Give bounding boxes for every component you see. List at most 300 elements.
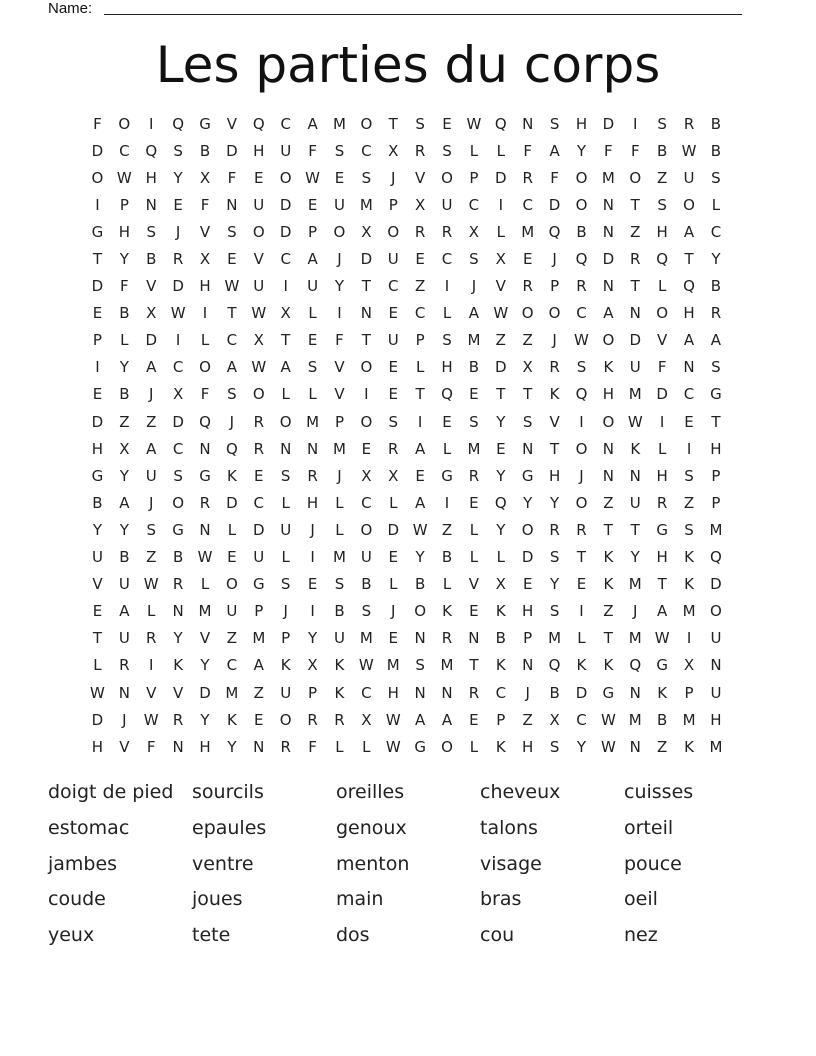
grid-letter[interactable]: F bbox=[630, 141, 640, 160]
grid-letter[interactable]: T bbox=[496, 385, 506, 404]
grid-letter[interactable]: R bbox=[522, 277, 533, 296]
grid-letter[interactable]: T bbox=[227, 304, 237, 323]
grid-letter[interactable]: I bbox=[444, 493, 450, 512]
grid-letter[interactable]: E bbox=[92, 304, 103, 323]
grid-letter[interactable]: L bbox=[415, 358, 425, 377]
grid-letter[interactable]: R bbox=[253, 412, 264, 431]
grid-letter[interactable]: R bbox=[576, 520, 587, 539]
grid-letter[interactable]: N bbox=[414, 683, 426, 702]
grid-letter[interactable]: H bbox=[575, 114, 588, 133]
grid-letter[interactable]: A bbox=[549, 141, 560, 160]
grid-letter[interactable]: L bbox=[335, 520, 344, 539]
grid-letter[interactable]: D bbox=[91, 141, 104, 160]
grid-letter[interactable]: R bbox=[146, 629, 157, 648]
grid-letter[interactable]: P bbox=[92, 331, 102, 350]
grid-letter[interactable]: X bbox=[388, 466, 399, 485]
grid-letter[interactable]: D bbox=[91, 412, 104, 431]
grid-letter[interactable]: H bbox=[602, 385, 614, 404]
grid-letter[interactable]: Y bbox=[415, 548, 425, 567]
grid-letter[interactable]: B bbox=[414, 575, 426, 594]
grid-letter[interactable]: Q bbox=[575, 250, 588, 269]
grid-letter[interactable]: E bbox=[388, 358, 398, 377]
grid-letter[interactable]: F bbox=[200, 385, 210, 404]
grid-letter[interactable]: F bbox=[146, 737, 156, 756]
grid-letter[interactable]: I bbox=[310, 548, 315, 567]
grid-letter[interactable]: W bbox=[143, 710, 159, 729]
grid-letter[interactable]: X bbox=[549, 710, 560, 729]
grid-letter[interactable]: D bbox=[629, 331, 642, 350]
grid-letter[interactable]: Y bbox=[496, 520, 506, 539]
grid-letter[interactable]: U bbox=[118, 629, 130, 648]
grid-letter[interactable]: L bbox=[335, 493, 344, 512]
grid-letter[interactable]: D bbox=[602, 114, 615, 133]
grid-letter[interactable]: W bbox=[600, 710, 616, 729]
grid-letter[interactable]: T bbox=[415, 385, 425, 404]
grid-letter[interactable]: U bbox=[629, 493, 641, 512]
grid-letter[interactable]: D bbox=[145, 331, 157, 350]
grid-letter[interactable]: R bbox=[441, 222, 453, 241]
grid-letter[interactable]: O bbox=[548, 304, 561, 323]
grid-letter[interactable]: P bbox=[711, 466, 721, 485]
grid-letter[interactable]: L bbox=[496, 548, 505, 567]
grid-letter[interactable]: I bbox=[364, 385, 369, 404]
grid-letter[interactable]: A bbox=[146, 358, 157, 377]
grid-letter[interactable]: K bbox=[603, 575, 614, 594]
grid-letter[interactable]: D bbox=[91, 277, 104, 296]
grid-letter[interactable]: W bbox=[654, 629, 670, 648]
grid-letter[interactable]: E bbox=[254, 710, 264, 729]
grid-letter[interactable]: K bbox=[334, 683, 345, 702]
grid-letter[interactable]: H bbox=[656, 222, 668, 241]
grid-letter[interactable]: I bbox=[686, 629, 692, 648]
grid-letter[interactable]: X bbox=[468, 222, 480, 241]
grid-letter[interactable]: Z bbox=[522, 331, 533, 350]
grid-letter[interactable]: J bbox=[229, 412, 235, 431]
grid-letter[interactable]: Z bbox=[495, 331, 506, 350]
grid-letter[interactable]: H bbox=[199, 277, 211, 296]
grid-letter[interactable]: G bbox=[172, 520, 184, 539]
grid-letter[interactable]: U bbox=[307, 277, 319, 296]
grid-letter[interactable]: T bbox=[550, 439, 560, 458]
grid-letter[interactable]: U bbox=[280, 683, 292, 702]
grid-letter[interactable]: S bbox=[334, 141, 345, 160]
grid-letter[interactable]: A bbox=[307, 250, 318, 269]
name-underline[interactable] bbox=[104, 14, 742, 15]
grid-letter[interactable]: V bbox=[199, 222, 211, 241]
grid-letter[interactable]: P bbox=[308, 222, 318, 241]
grid-letter[interactable]: K bbox=[603, 656, 614, 675]
grid-letter[interactable]: F bbox=[308, 141, 317, 160]
grid-letter[interactable]: L bbox=[577, 629, 586, 648]
grid-letter[interactable]: B bbox=[441, 548, 453, 567]
grid-letter[interactable]: J bbox=[175, 222, 181, 241]
grid-letter[interactable]: X bbox=[119, 439, 130, 458]
grid-letter[interactable]: J bbox=[391, 602, 396, 621]
grid-letter[interactable]: P bbox=[334, 412, 344, 431]
grid-letter[interactable]: J bbox=[149, 385, 154, 404]
grid-letter[interactable]: Y bbox=[92, 520, 103, 539]
grid-letter[interactable]: K bbox=[576, 656, 587, 675]
grid-letter[interactable]: L bbox=[281, 493, 290, 512]
grid-letter[interactable]: L bbox=[147, 602, 156, 621]
grid-letter[interactable]: S bbox=[361, 602, 372, 621]
grid-letter[interactable]: H bbox=[441, 358, 453, 377]
grid-letter[interactable]: Q bbox=[252, 114, 265, 133]
grid-letter[interactable]: R bbox=[549, 358, 560, 377]
grid-letter[interactable]: S bbox=[280, 466, 291, 485]
grid-letter[interactable]: A bbox=[307, 114, 318, 133]
grid-letter[interactable]: O bbox=[441, 168, 453, 187]
grid-letter[interactable]: N bbox=[602, 439, 614, 458]
grid-letter[interactable]: D bbox=[172, 277, 184, 296]
grid-letter[interactable]: C bbox=[361, 683, 372, 702]
grid-letter[interactable]: L bbox=[442, 304, 452, 323]
grid-letter[interactable]: J bbox=[337, 250, 342, 269]
grid-letter[interactable]: W bbox=[627, 412, 643, 431]
grid-letter[interactable]: S bbox=[334, 575, 345, 594]
grid-letter[interactable]: S bbox=[361, 168, 372, 187]
grid-letter[interactable]: N bbox=[602, 277, 614, 296]
grid-letter[interactable]: A bbox=[603, 304, 614, 323]
grid-letter[interactable]: I bbox=[633, 114, 638, 133]
grid-letter[interactable]: E bbox=[361, 439, 372, 458]
grid-letter[interactable]: I bbox=[579, 412, 584, 431]
grid-letter[interactable]: D bbox=[495, 358, 507, 377]
grid-letter[interactable]: V bbox=[334, 358, 345, 377]
grid-letter[interactable]: J bbox=[471, 277, 477, 296]
grid-letter[interactable]: D bbox=[656, 385, 668, 404]
grid-letter[interactable]: G bbox=[414, 737, 426, 756]
grid-letter[interactable]: C bbox=[226, 331, 238, 350]
grid-letter[interactable]: J bbox=[337, 466, 342, 485]
grid-letter[interactable]: I bbox=[579, 602, 584, 621]
grid-letter[interactable]: E bbox=[522, 250, 533, 269]
grid-letter[interactable]: I bbox=[659, 412, 665, 431]
grid-letter[interactable]: M bbox=[709, 520, 723, 539]
grid-letter[interactable]: Y bbox=[200, 656, 210, 675]
grid-letter[interactable]: W bbox=[574, 331, 589, 350]
grid-letter[interactable]: Y bbox=[711, 250, 721, 269]
grid-letter[interactable]: V bbox=[468, 575, 480, 594]
grid-letter[interactable]: N bbox=[118, 683, 130, 702]
grid-letter[interactable]: N bbox=[522, 114, 534, 133]
grid-letter[interactable]: X bbox=[414, 195, 426, 214]
grid-letter[interactable]: B bbox=[657, 141, 668, 160]
grid-letter[interactable]: O bbox=[683, 195, 695, 214]
grid-letter[interactable]: Z bbox=[146, 412, 157, 431]
grid-letter[interactable]: O bbox=[602, 412, 615, 431]
grid-letter[interactable]: O bbox=[360, 358, 373, 377]
grid-letter[interactable]: V bbox=[415, 168, 426, 187]
grid-letter[interactable]: B bbox=[576, 222, 587, 241]
grid-letter[interactable]: U bbox=[145, 466, 157, 485]
grid-letter[interactable]: K bbox=[173, 656, 184, 675]
grid-letter[interactable]: F bbox=[657, 358, 667, 377]
grid-letter[interactable]: P bbox=[254, 602, 264, 621]
grid-letter[interactable]: E bbox=[442, 412, 452, 431]
grid-letter[interactable]: X bbox=[522, 358, 533, 377]
grid-letter[interactable]: D bbox=[710, 575, 722, 594]
grid-letter[interactable]: E bbox=[254, 466, 264, 485]
grid-letter[interactable]: G bbox=[656, 656, 668, 675]
grid-letter[interactable]: P bbox=[496, 710, 506, 729]
grid-letter[interactable]: L bbox=[281, 385, 290, 404]
grid-letter[interactable]: O bbox=[252, 385, 265, 404]
grid-letter[interactable]: E bbox=[334, 168, 345, 187]
grid-letter[interactable]: Y bbox=[227, 737, 237, 756]
grid-letter[interactable]: T bbox=[388, 114, 398, 133]
grid-letter[interactable]: E bbox=[576, 575, 587, 594]
grid-letter[interactable]: C bbox=[710, 222, 722, 241]
grid-letter[interactable]: C bbox=[683, 385, 695, 404]
grid-letter[interactable]: R bbox=[630, 250, 641, 269]
grid-letter[interactable]: U bbox=[333, 629, 345, 648]
grid-letter[interactable]: O bbox=[360, 520, 373, 539]
grid-letter[interactable]: L bbox=[657, 439, 667, 458]
grid-letter[interactable]: M bbox=[521, 222, 535, 241]
grid-letter[interactable]: X bbox=[199, 168, 211, 187]
grid-letter[interactable]: T bbox=[657, 575, 667, 594]
grid-letter[interactable]: K bbox=[495, 656, 506, 675]
grid-letter[interactable]: K bbox=[334, 656, 345, 675]
grid-letter[interactable]: O bbox=[279, 710, 292, 729]
grid-letter[interactable]: S bbox=[549, 737, 560, 756]
grid-letter[interactable]: B bbox=[549, 683, 560, 702]
grid-letter[interactable]: D bbox=[521, 548, 534, 567]
grid-letter[interactable]: U bbox=[360, 548, 372, 567]
grid-letter[interactable]: K bbox=[603, 548, 614, 567]
grid-letter[interactable]: R bbox=[710, 304, 722, 323]
grid-letter[interactable]: E bbox=[307, 575, 318, 594]
grid-letter[interactable]: P bbox=[469, 168, 479, 187]
grid-letter[interactable]: O bbox=[279, 168, 292, 187]
grid-letter[interactable]: W bbox=[90, 683, 105, 702]
grid-letter[interactable]: T bbox=[630, 520, 640, 539]
grid-letter[interactable]: M bbox=[601, 168, 615, 187]
grid-letter[interactable]: J bbox=[633, 602, 638, 621]
grid-letter[interactable]: E bbox=[415, 250, 425, 269]
grid-letter[interactable]: L bbox=[281, 548, 290, 567]
grid-letter[interactable]: O bbox=[629, 168, 642, 187]
grid-letter[interactable]: P bbox=[281, 629, 291, 648]
grid-letter[interactable]: H bbox=[306, 493, 319, 512]
grid-letter[interactable]: X bbox=[361, 222, 372, 241]
grid-letter[interactable]: L bbox=[227, 520, 237, 539]
grid-letter[interactable]: Q bbox=[494, 493, 507, 512]
grid-letter[interactable]: Z bbox=[657, 168, 668, 187]
grid-letter[interactable]: R bbox=[334, 710, 345, 729]
grid-letter[interactable]: E bbox=[227, 250, 237, 269]
grid-letter[interactable]: N bbox=[441, 683, 453, 702]
grid-letter[interactable]: W bbox=[681, 141, 697, 160]
grid-letter[interactable]: E bbox=[469, 602, 479, 621]
grid-letter[interactable]: V bbox=[172, 683, 184, 702]
grid-letter[interactable]: X bbox=[495, 250, 506, 269]
grid-letter[interactable]: T bbox=[576, 548, 587, 567]
grid-letter[interactable]: E bbox=[92, 385, 103, 404]
grid-letter[interactable]: O bbox=[172, 493, 185, 512]
grid-letter[interactable]: R bbox=[172, 250, 184, 269]
grid-letter[interactable]: H bbox=[199, 737, 211, 756]
grid-letter[interactable]: A bbox=[253, 656, 264, 675]
grid-letter[interactable]: E bbox=[307, 331, 318, 350]
grid-letter[interactable]: D bbox=[199, 683, 211, 702]
grid-letter[interactable]: U bbox=[226, 602, 238, 621]
grid-letter[interactable]: E bbox=[388, 629, 398, 648]
grid-letter[interactable]: O bbox=[575, 493, 588, 512]
grid-letter[interactable]: Q bbox=[225, 439, 238, 458]
grid-letter[interactable]: G bbox=[602, 683, 615, 702]
grid-letter[interactable]: U bbox=[280, 141, 292, 160]
grid-letter[interactable]: Z bbox=[657, 737, 668, 756]
grid-letter[interactable]: O bbox=[360, 412, 373, 431]
grid-letter[interactable]: Y bbox=[576, 737, 587, 756]
grid-letter[interactable]: M bbox=[359, 629, 373, 648]
grid-letter[interactable]: X bbox=[361, 710, 372, 729]
grid-letter[interactable]: E bbox=[469, 493, 479, 512]
grid-letter[interactable]: Y bbox=[630, 548, 640, 567]
grid-letter[interactable]: O bbox=[252, 222, 265, 241]
grid-letter[interactable]: W bbox=[305, 168, 320, 187]
grid-letter[interactable]: P bbox=[523, 629, 533, 648]
grid-letter[interactable]: Q bbox=[199, 412, 211, 431]
grid-letter[interactable]: X bbox=[172, 385, 184, 404]
grid-letter[interactable]: V bbox=[334, 385, 345, 404]
grid-letter[interactable]: C bbox=[388, 277, 399, 296]
grid-letter[interactable]: J bbox=[552, 331, 557, 350]
grid-letter[interactable]: D bbox=[279, 222, 292, 241]
grid-letter[interactable]: W bbox=[493, 304, 509, 323]
grid-letter[interactable]: X bbox=[280, 304, 291, 323]
grid-letter[interactable]: S bbox=[146, 520, 156, 539]
grid-letter[interactable]: Q bbox=[575, 385, 588, 404]
grid-letter[interactable]: L bbox=[496, 141, 505, 160]
grid-letter[interactable]: S bbox=[549, 548, 560, 567]
grid-letter[interactable]: O bbox=[656, 304, 669, 323]
grid-letter[interactable]: H bbox=[683, 304, 695, 323]
grid-letter[interactable]: K bbox=[603, 358, 614, 377]
grid-letter[interactable]: T bbox=[92, 629, 103, 648]
grid-letter[interactable]: R bbox=[656, 493, 668, 512]
grid-letter[interactable]: F bbox=[93, 114, 102, 133]
grid-letter[interactable]: R bbox=[576, 277, 587, 296]
grid-letter[interactable]: S bbox=[388, 412, 398, 431]
grid-letter[interactable]: K bbox=[442, 602, 452, 621]
grid-letter[interactable]: Q bbox=[145, 141, 158, 160]
grid-letter[interactable]: M bbox=[440, 656, 454, 675]
grid-letter[interactable]: Q bbox=[172, 114, 185, 133]
grid-letter[interactable]: I bbox=[444, 277, 450, 296]
grid-letter[interactable]: C bbox=[280, 250, 291, 269]
grid-letter[interactable]: I bbox=[337, 304, 342, 323]
grid-letter[interactable]: B bbox=[468, 358, 480, 377]
grid-letter[interactable]: X bbox=[146, 304, 157, 323]
grid-letter[interactable]: C bbox=[361, 493, 372, 512]
grid-letter[interactable]: S bbox=[549, 114, 560, 133]
grid-letter[interactable]: K bbox=[657, 683, 668, 702]
grid-letter[interactable]: I bbox=[417, 412, 423, 431]
grid-letter[interactable]: P bbox=[711, 493, 721, 512]
grid-letter[interactable]: Z bbox=[226, 629, 238, 648]
grid-letter[interactable]: M bbox=[225, 683, 239, 702]
grid-letter[interactable]: N bbox=[226, 195, 238, 214]
grid-letter[interactable]: A bbox=[415, 710, 426, 729]
grid-letter[interactable]: H bbox=[91, 439, 104, 458]
grid-letter[interactable]: O bbox=[118, 114, 131, 133]
grid-letter[interactable]: H bbox=[387, 683, 399, 702]
grid-letter[interactable]: T bbox=[469, 656, 479, 675]
grid-letter[interactable]: G bbox=[521, 466, 534, 485]
grid-letter[interactable]: G bbox=[656, 520, 668, 539]
grid-letter[interactable]: Q bbox=[548, 222, 561, 241]
grid-letter[interactable]: W bbox=[224, 277, 240, 296]
grid-letter[interactable]: R bbox=[468, 466, 480, 485]
grid-letter[interactable]: N bbox=[280, 439, 292, 458]
grid-letter[interactable]: V bbox=[119, 737, 130, 756]
grid-letter[interactable]: K bbox=[495, 602, 506, 621]
grid-letter[interactable]: Y bbox=[200, 710, 210, 729]
grid-letter[interactable]: O bbox=[575, 195, 588, 214]
grid-letter[interactable]: H bbox=[522, 737, 534, 756]
grid-letter[interactable]: S bbox=[711, 168, 721, 187]
grid-letter[interactable]: C bbox=[495, 683, 507, 702]
grid-letter[interactable]: Z bbox=[119, 412, 130, 431]
grid-letter[interactable]: D bbox=[387, 520, 400, 539]
grid-letter[interactable]: J bbox=[525, 683, 530, 702]
grid-letter[interactable]: J bbox=[149, 493, 154, 512]
grid-letter[interactable]: Q bbox=[710, 548, 722, 567]
grid-letter[interactable]: M bbox=[628, 575, 642, 594]
grid-letter[interactable]: S bbox=[415, 114, 425, 133]
grid-letter[interactable]: D bbox=[253, 520, 265, 539]
grid-letter[interactable]: B bbox=[334, 602, 345, 621]
grid-letter[interactable]: Y bbox=[119, 250, 129, 269]
grid-letter[interactable]: C bbox=[172, 358, 184, 377]
grid-letter[interactable]: R bbox=[441, 629, 453, 648]
grid-letter[interactable]: P bbox=[119, 195, 129, 214]
grid-letter[interactable]: L bbox=[469, 141, 479, 160]
grid-letter[interactable]: C bbox=[226, 656, 238, 675]
grid-letter[interactable]: B bbox=[495, 629, 506, 648]
grid-letter[interactable]: N bbox=[522, 439, 534, 458]
grid-letter[interactable]: L bbox=[389, 575, 398, 594]
grid-letter[interactable]: H bbox=[118, 222, 130, 241]
grid-letter[interactable]: O bbox=[360, 114, 373, 133]
grid-letter[interactable]: W bbox=[358, 656, 374, 675]
grid-letter[interactable]: S bbox=[227, 385, 237, 404]
grid-letter[interactable]: C bbox=[441, 250, 453, 269]
grid-letter[interactable]: R bbox=[280, 737, 291, 756]
grid-letter[interactable]: N bbox=[629, 737, 641, 756]
grid-letter[interactable]: C bbox=[576, 710, 587, 729]
grid-letter[interactable]: K bbox=[684, 575, 694, 594]
grid-letter[interactable]: P bbox=[388, 195, 398, 214]
grid-letter[interactable]: M bbox=[332, 114, 346, 133]
grid-letter[interactable]: V bbox=[199, 629, 211, 648]
grid-letter[interactable]: E bbox=[684, 412, 694, 431]
grid-letter[interactable]: Z bbox=[253, 683, 264, 702]
grid-letter[interactable]: L bbox=[200, 331, 210, 350]
grid-letter[interactable]: M bbox=[386, 656, 400, 675]
grid-letter[interactable]: H bbox=[91, 737, 104, 756]
grid-letter[interactable]: C bbox=[522, 195, 533, 214]
grid-letter[interactable]: S bbox=[227, 222, 237, 241]
grid-letter[interactable]: E bbox=[496, 439, 506, 458]
grid-letter[interactable]: A bbox=[441, 710, 453, 729]
grid-letter[interactable]: Q bbox=[683, 277, 695, 296]
grid-letter[interactable]: A bbox=[683, 331, 695, 350]
grid-letter[interactable]: E bbox=[388, 304, 398, 323]
